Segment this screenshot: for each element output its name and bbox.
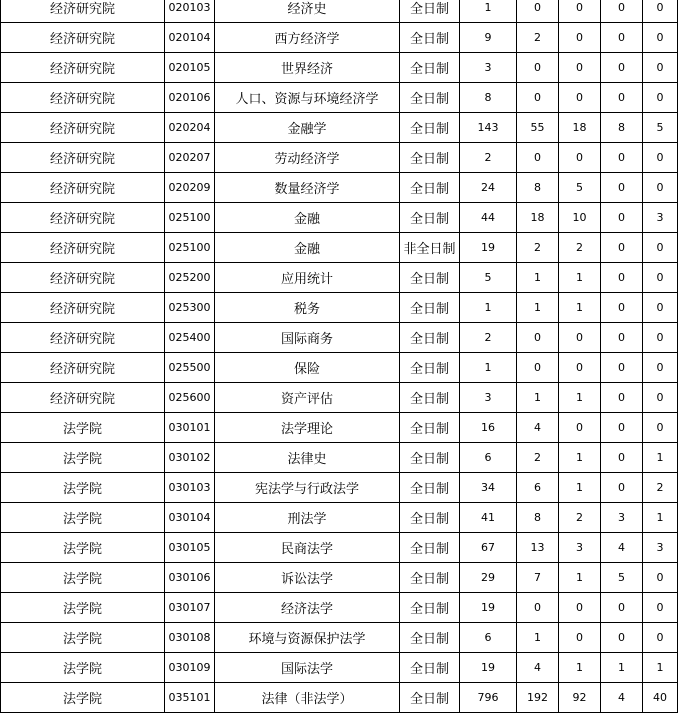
count-cell-2: 2 xyxy=(517,23,559,53)
count-cell-4: 0 xyxy=(601,383,643,413)
institute-cell: 法学院 xyxy=(1,443,165,473)
table-row xyxy=(1,113,678,143)
program-name-cell: 经济史 xyxy=(215,0,400,23)
count-cell-1: 8 xyxy=(460,83,517,113)
count-cell-5: 5 xyxy=(643,113,678,143)
program-name-cell: 金融 xyxy=(215,203,400,233)
count-cell-4: 4 xyxy=(601,533,643,563)
study-mode-cell: 全日制 xyxy=(400,353,460,383)
institute-cell: 法学院 xyxy=(1,683,165,713)
program-code-cell: 030107 xyxy=(165,593,215,623)
table-row xyxy=(1,173,678,203)
study-mode-cell: 全日制 xyxy=(400,683,460,713)
count-cell-1: 1 xyxy=(460,0,517,23)
table-row xyxy=(1,503,678,533)
program-code-cell: 020105 xyxy=(165,53,215,83)
count-cell-5: 0 xyxy=(643,53,678,83)
count-cell-3: 2 xyxy=(559,503,601,533)
count-cell-1: 5 xyxy=(460,263,517,293)
count-cell-4: 1 xyxy=(601,653,643,683)
table-row xyxy=(1,0,678,23)
program-code-cell: 030105 xyxy=(165,533,215,563)
count-cell-5: 0 xyxy=(643,263,678,293)
count-cell-2: 0 xyxy=(517,53,559,83)
program-code-cell: 025300 xyxy=(165,293,215,323)
count-cell-4: 0 xyxy=(601,203,643,233)
institute-cell: 法学院 xyxy=(1,593,165,623)
count-cell-5: 0 xyxy=(643,83,678,113)
study-mode-cell: 全日制 xyxy=(400,113,460,143)
program-code-cell: 030102 xyxy=(165,443,215,473)
table-row xyxy=(1,53,678,83)
institute-cell: 经济研究院 xyxy=(1,383,165,413)
program-name-cell: 诉讼法学 xyxy=(215,563,400,593)
count-cell-2: 0 xyxy=(517,323,559,353)
count-cell-5: 0 xyxy=(643,593,678,623)
table-row xyxy=(1,203,678,233)
count-cell-5: 0 xyxy=(643,563,678,593)
count-cell-5: 0 xyxy=(643,143,678,173)
count-cell-5: 0 xyxy=(643,233,678,263)
count-cell-2: 0 xyxy=(517,593,559,623)
count-cell-5: 0 xyxy=(643,23,678,53)
count-cell-1: 3 xyxy=(460,53,517,83)
count-cell-5: 0 xyxy=(643,323,678,353)
program-name-cell: 保险 xyxy=(215,353,400,383)
institute-cell: 经济研究院 xyxy=(1,353,165,383)
table-body xyxy=(1,0,678,713)
institute-cell: 法学院 xyxy=(1,623,165,653)
count-cell-3: 0 xyxy=(559,0,601,23)
count-cell-3: 1 xyxy=(559,473,601,503)
count-cell-4: 0 xyxy=(601,83,643,113)
table-row xyxy=(1,473,678,503)
institute-cell: 经济研究院 xyxy=(1,263,165,293)
count-cell-2: 13 xyxy=(517,533,559,563)
institute-cell: 经济研究院 xyxy=(1,143,165,173)
program-name-cell: 世界经济 xyxy=(215,53,400,83)
institute-cell: 法学院 xyxy=(1,563,165,593)
count-cell-3: 1 xyxy=(559,263,601,293)
program-name-cell: 国际商务 xyxy=(215,323,400,353)
program-code-cell: 020207 xyxy=(165,143,215,173)
count-cell-2: 55 xyxy=(517,113,559,143)
table-row xyxy=(1,263,678,293)
count-cell-4: 0 xyxy=(601,473,643,503)
study-mode-cell: 全日制 xyxy=(400,143,460,173)
institute-cell: 经济研究院 xyxy=(1,83,165,113)
program-code-cell: 020209 xyxy=(165,173,215,203)
count-cell-2: 1 xyxy=(517,263,559,293)
study-mode-cell: 全日制 xyxy=(400,173,460,203)
program-code-cell: 020103 xyxy=(165,0,215,23)
count-cell-1: 3 xyxy=(460,383,517,413)
count-cell-1: 6 xyxy=(460,623,517,653)
count-cell-3: 0 xyxy=(559,83,601,113)
table-row xyxy=(1,443,678,473)
study-mode-cell: 全日制 xyxy=(400,623,460,653)
count-cell-5: 2 xyxy=(643,473,678,503)
table-row xyxy=(1,383,678,413)
count-cell-4: 0 xyxy=(601,593,643,623)
count-cell-3: 0 xyxy=(559,623,601,653)
count-cell-4: 0 xyxy=(601,353,643,383)
institute-cell: 经济研究院 xyxy=(1,233,165,263)
count-cell-5: 0 xyxy=(643,173,678,203)
table-row xyxy=(1,413,678,443)
program-name-cell: 民商法学 xyxy=(215,533,400,563)
table-row xyxy=(1,353,678,383)
count-cell-2: 8 xyxy=(517,173,559,203)
count-cell-1: 2 xyxy=(460,143,517,173)
count-cell-2: 0 xyxy=(517,0,559,23)
institute-cell: 经济研究院 xyxy=(1,323,165,353)
count-cell-4: 3 xyxy=(601,503,643,533)
program-name-cell: 西方经济学 xyxy=(215,23,400,53)
count-cell-4: 0 xyxy=(601,53,643,83)
study-mode-cell: 全日制 xyxy=(400,653,460,683)
count-cell-3: 92 xyxy=(559,683,601,713)
count-cell-3: 0 xyxy=(559,53,601,83)
count-cell-2: 6 xyxy=(517,473,559,503)
program-name-cell: 国际法学 xyxy=(215,653,400,683)
institute-cell: 经济研究院 xyxy=(1,23,165,53)
count-cell-5: 1 xyxy=(643,653,678,683)
count-cell-1: 24 xyxy=(460,173,517,203)
count-cell-2: 1 xyxy=(517,383,559,413)
count-cell-4: 0 xyxy=(601,413,643,443)
count-cell-1: 41 xyxy=(460,503,517,533)
institute-cell: 法学院 xyxy=(1,503,165,533)
count-cell-3: 1 xyxy=(559,443,601,473)
count-cell-4: 0 xyxy=(601,263,643,293)
count-cell-4: 0 xyxy=(601,323,643,353)
institute-cell: 法学院 xyxy=(1,653,165,683)
program-name-cell: 法律史 xyxy=(215,443,400,473)
table-row xyxy=(1,653,678,683)
count-cell-1: 19 xyxy=(460,653,517,683)
program-name-cell: 劳动经济学 xyxy=(215,143,400,173)
institute-cell: 经济研究院 xyxy=(1,113,165,143)
count-cell-1: 796 xyxy=(460,683,517,713)
study-mode-cell: 全日制 xyxy=(400,443,460,473)
institute-cell: 经济研究院 xyxy=(1,0,165,23)
program-code-cell: 030109 xyxy=(165,653,215,683)
program-name-cell: 法学理论 xyxy=(215,413,400,443)
count-cell-3: 3 xyxy=(559,533,601,563)
count-cell-1: 143 xyxy=(460,113,517,143)
count-cell-3: 0 xyxy=(559,323,601,353)
table-row xyxy=(1,293,678,323)
count-cell-2: 0 xyxy=(517,143,559,173)
program-name-cell: 金融学 xyxy=(215,113,400,143)
program-code-cell: 020104 xyxy=(165,23,215,53)
program-code-cell: 030104 xyxy=(165,503,215,533)
count-cell-1: 9 xyxy=(460,23,517,53)
institute-cell: 法学院 xyxy=(1,473,165,503)
study-mode-cell: 全日制 xyxy=(400,0,460,23)
count-cell-1: 29 xyxy=(460,563,517,593)
study-mode-cell: 全日制 xyxy=(400,593,460,623)
count-cell-2: 2 xyxy=(517,233,559,263)
program-name-cell: 宪法学与行政法学 xyxy=(215,473,400,503)
count-cell-2: 4 xyxy=(517,413,559,443)
count-cell-2: 0 xyxy=(517,353,559,383)
program-code-cell: 020106 xyxy=(165,83,215,113)
program-code-cell: 030101 xyxy=(165,413,215,443)
study-mode-cell: 非全日制 xyxy=(400,233,460,263)
study-mode-cell: 全日制 xyxy=(400,383,460,413)
count-cell-3: 1 xyxy=(559,563,601,593)
program-name-cell: 人口、资源与环境经济学 xyxy=(215,83,400,113)
count-cell-4: 0 xyxy=(601,443,643,473)
program-name-cell: 金融 xyxy=(215,233,400,263)
program-code-cell: 025400 xyxy=(165,323,215,353)
institute-cell: 经济研究院 xyxy=(1,173,165,203)
count-cell-5: 3 xyxy=(643,203,678,233)
count-cell-4: 4 xyxy=(601,683,643,713)
count-cell-1: 67 xyxy=(460,533,517,563)
study-mode-cell: 全日制 xyxy=(400,83,460,113)
count-cell-5: 0 xyxy=(643,0,678,23)
study-mode-cell: 全日制 xyxy=(400,413,460,443)
count-cell-2: 2 xyxy=(517,443,559,473)
program-code-cell: 030106 xyxy=(165,563,215,593)
study-mode-cell: 全日制 xyxy=(400,293,460,323)
institute-cell: 经济研究院 xyxy=(1,53,165,83)
institute-cell: 法学院 xyxy=(1,413,165,443)
study-mode-cell: 全日制 xyxy=(400,473,460,503)
count-cell-4: 0 xyxy=(601,23,643,53)
count-cell-4: 0 xyxy=(601,143,643,173)
count-cell-3: 0 xyxy=(559,353,601,383)
count-cell-1: 1 xyxy=(460,353,517,383)
count-cell-2: 18 xyxy=(517,203,559,233)
count-cell-4: 0 xyxy=(601,623,643,653)
count-cell-1: 44 xyxy=(460,203,517,233)
count-cell-5: 40 xyxy=(643,683,678,713)
program-code-cell: 035101 xyxy=(165,683,215,713)
count-cell-5: 1 xyxy=(643,443,678,473)
count-cell-4: 0 xyxy=(601,0,643,23)
count-cell-1: 19 xyxy=(460,593,517,623)
study-mode-cell: 全日制 xyxy=(400,53,460,83)
count-cell-4: 5 xyxy=(601,563,643,593)
program-code-cell: 025600 xyxy=(165,383,215,413)
institute-cell: 经济研究院 xyxy=(1,293,165,323)
count-cell-1: 19 xyxy=(460,233,517,263)
count-cell-1: 6 xyxy=(460,443,517,473)
count-cell-3: 2 xyxy=(559,233,601,263)
institute-cell: 法学院 xyxy=(1,533,165,563)
program-name-cell: 环境与资源保护法学 xyxy=(215,623,400,653)
program-code-cell: 025100 xyxy=(165,233,215,263)
table-row xyxy=(1,323,678,353)
table-row xyxy=(1,83,678,113)
count-cell-5: 3 xyxy=(643,533,678,563)
count-cell-5: 0 xyxy=(643,413,678,443)
count-cell-4: 0 xyxy=(601,233,643,263)
table-row xyxy=(1,23,678,53)
count-cell-1: 1 xyxy=(460,293,517,323)
count-cell-3: 5 xyxy=(559,173,601,203)
count-cell-3: 1 xyxy=(559,383,601,413)
program-code-cell: 025100 xyxy=(165,203,215,233)
table-row xyxy=(1,533,678,563)
count-cell-2: 0 xyxy=(517,83,559,113)
study-mode-cell: 全日制 xyxy=(400,203,460,233)
table-row xyxy=(1,233,678,263)
program-name-cell: 资产评估 xyxy=(215,383,400,413)
count-cell-5: 0 xyxy=(643,293,678,323)
program-code-cell: 030108 xyxy=(165,623,215,653)
table-row xyxy=(1,143,678,173)
count-cell-5: 1 xyxy=(643,503,678,533)
study-mode-cell: 全日制 xyxy=(400,263,460,293)
count-cell-1: 16 xyxy=(460,413,517,443)
count-cell-1: 2 xyxy=(460,323,517,353)
count-cell-3: 0 xyxy=(559,593,601,623)
count-cell-2: 1 xyxy=(517,623,559,653)
program-code-cell: 020204 xyxy=(165,113,215,143)
count-cell-3: 1 xyxy=(559,653,601,683)
count-cell-2: 1 xyxy=(517,293,559,323)
count-cell-5: 0 xyxy=(643,383,678,413)
institute-cell: 经济研究院 xyxy=(1,203,165,233)
table-row xyxy=(1,563,678,593)
study-mode-cell: 全日制 xyxy=(400,323,460,353)
count-cell-3: 0 xyxy=(559,23,601,53)
count-cell-3: 18 xyxy=(559,113,601,143)
program-name-cell: 经济法学 xyxy=(215,593,400,623)
program-code-cell: 025200 xyxy=(165,263,215,293)
count-cell-3: 1 xyxy=(559,293,601,323)
table-row xyxy=(1,593,678,623)
count-cell-1: 34 xyxy=(460,473,517,503)
table-row xyxy=(1,683,678,713)
program-name-cell: 税务 xyxy=(215,293,400,323)
count-cell-2: 8 xyxy=(517,503,559,533)
count-cell-3: 0 xyxy=(559,143,601,173)
count-cell-3: 10 xyxy=(559,203,601,233)
table-row xyxy=(1,623,678,653)
study-mode-cell: 全日制 xyxy=(400,23,460,53)
study-mode-cell: 全日制 xyxy=(400,503,460,533)
count-cell-4: 0 xyxy=(601,173,643,203)
program-code-cell: 030103 xyxy=(165,473,215,503)
program-name-cell: 法律（非法学） xyxy=(215,683,400,713)
program-name-cell: 数量经济学 xyxy=(215,173,400,203)
count-cell-2: 192 xyxy=(517,683,559,713)
count-cell-4: 8 xyxy=(601,113,643,143)
count-cell-3: 0 xyxy=(559,413,601,443)
program-name-cell: 刑法学 xyxy=(215,503,400,533)
count-cell-5: 0 xyxy=(643,623,678,653)
count-cell-4: 0 xyxy=(601,293,643,323)
count-cell-5: 0 xyxy=(643,353,678,383)
program-name-cell: 应用统计 xyxy=(215,263,400,293)
count-cell-2: 4 xyxy=(517,653,559,683)
program-code-cell: 025500 xyxy=(165,353,215,383)
count-cell-2: 7 xyxy=(517,563,559,593)
study-mode-cell: 全日制 xyxy=(400,533,460,563)
study-mode-cell: 全日制 xyxy=(400,563,460,593)
